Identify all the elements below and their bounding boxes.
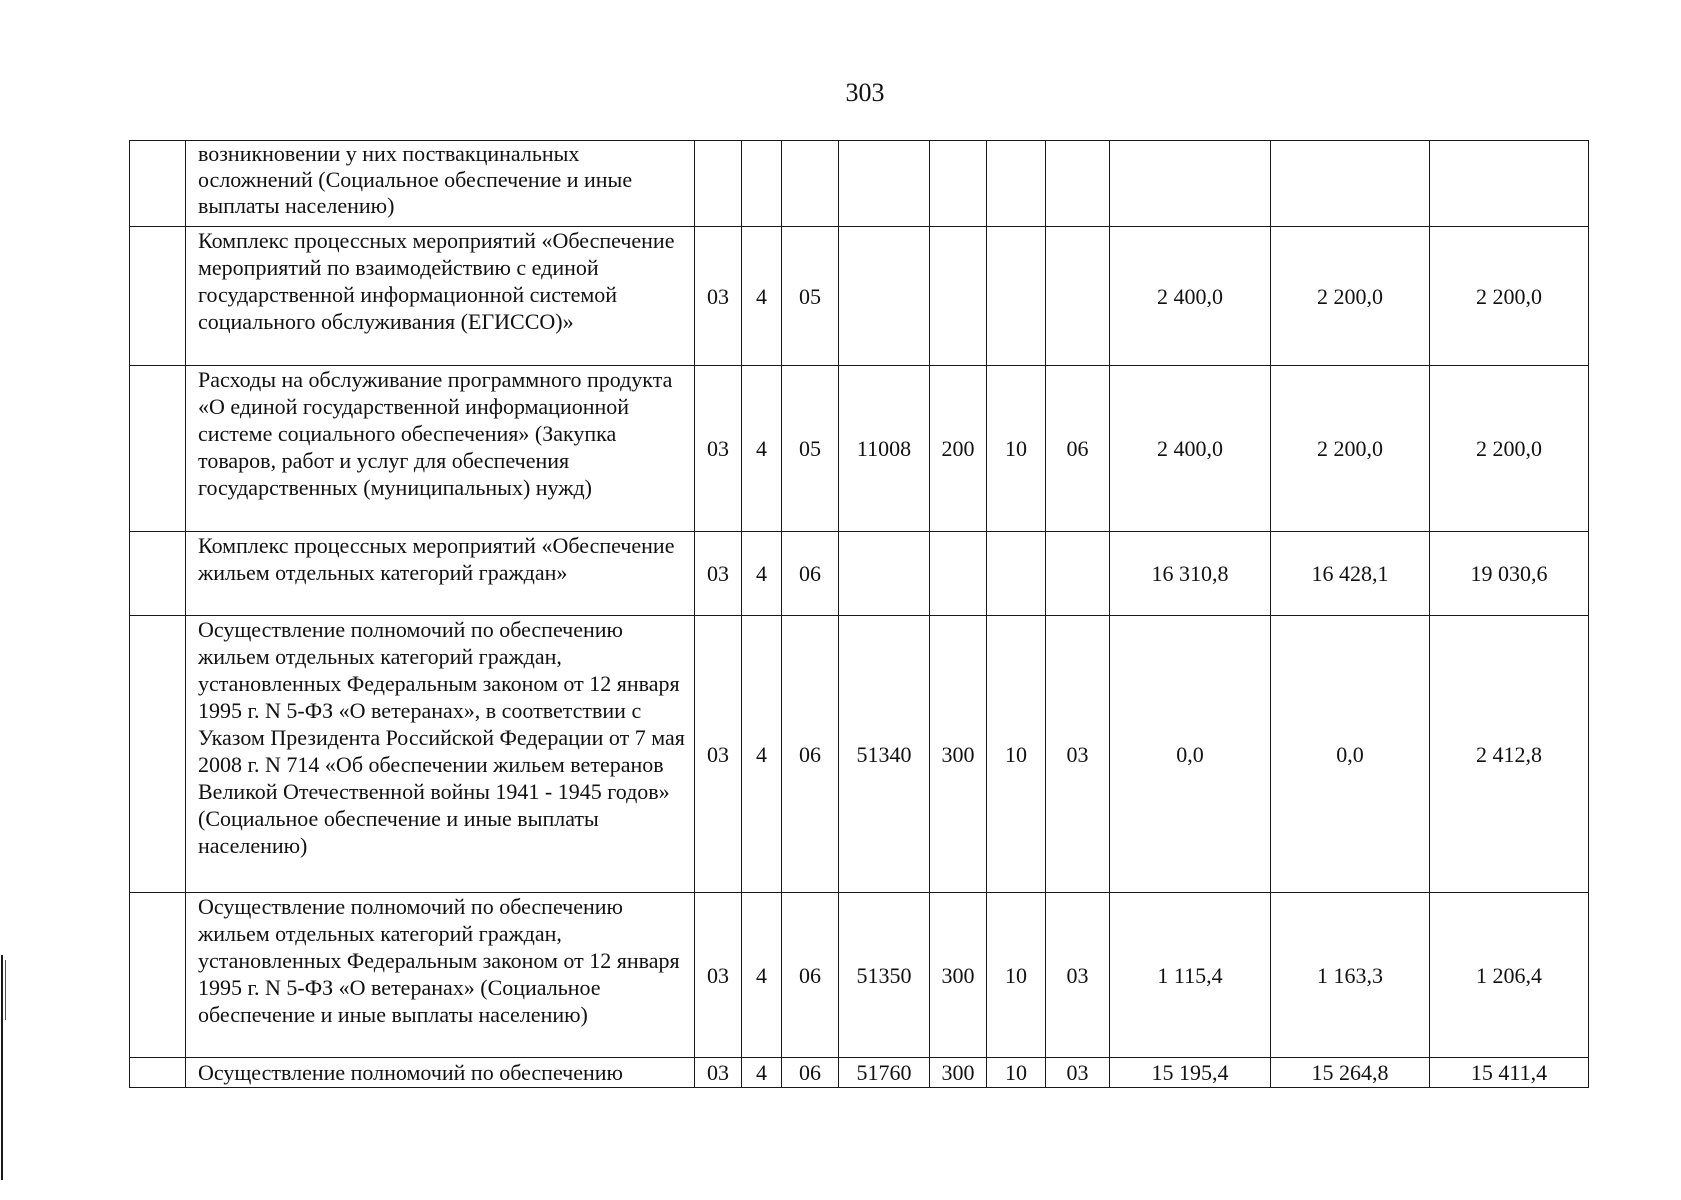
code-structure-cell: 06 [782,616,839,893]
code-subprogram-cell: 4 [742,532,782,616]
code-expense-type-cell [930,532,987,616]
row-number-cell [130,366,186,532]
code-section-cell: 10 [987,616,1046,893]
code-gp-cell: 03 [695,532,742,616]
code-subprogram-cell: 4 [742,893,782,1058]
amount-year-2-cell: 0,0 [1271,616,1430,893]
code-subsection-cell [1046,227,1110,366]
code-expense-type-cell: 300 [930,616,987,893]
row-number-cell [130,227,186,366]
code-expense-type-cell [930,227,987,366]
code-subprogram-cell: 4 [742,616,782,893]
amount-year-1-cell: 2 400,0 [1110,227,1271,366]
amount-year-2-cell: 16 428,1 [1271,532,1430,616]
table-row [130,532,1589,616]
amount-year-2-cell: 2 200,0 [1271,227,1430,366]
code-structure-cell: 05 [782,366,839,532]
amount-year-3-cell: 19 030,6 [1430,532,1589,616]
code-gp-cell [695,141,742,227]
amount-year-1-cell: 1 115,4 [1110,893,1271,1058]
amount-year-2-cell: 2 200,0 [1271,366,1430,532]
code-structure-cell: 05 [782,227,839,366]
row-number-cell [130,616,186,893]
code-section-cell [987,141,1046,227]
code-subsection-cell: 03 [1046,616,1110,893]
code-structure-cell: 06 [782,893,839,1058]
amount-year-1-cell: 15 195,4 [1110,1058,1271,1088]
code-subprogram-cell: 4 [742,227,782,366]
table-row [130,893,1589,1058]
row-number-cell [130,893,186,1058]
margin-mark [1,955,3,1180]
code-section-cell: 10 [987,1058,1046,1088]
row-number-cell [130,1058,186,1088]
code-direction-cell: 11008 [839,366,930,532]
code-direction-cell [839,141,930,227]
code-subsection-cell: 03 [1046,1058,1110,1088]
code-expense-type-cell: 300 [930,1058,987,1088]
code-expense-type-cell: 200 [930,366,987,532]
code-gp-cell: 03 [695,893,742,1058]
amount-year-2-cell [1271,141,1430,227]
code-section-cell: 10 [987,366,1046,532]
amount-year-3-cell: 15 411,4 [1430,1058,1589,1088]
description-cell: Осуществление полномочий по обеспечению жильем отдельных категорий граждан, установленных Федеральным законом от 12 января 1995 г. N 5-ФЗ «О ветеранах», в соответствии с Указом Президента Российской Федерации от 7 мая 2008 г. N 714 «Об обеспечении жильем ветеранов Великой Отечественной войны 1941 - 1945 годов» (Социальное обеспечение и иные выплаты населению) [186,616,695,893]
code-subsection-cell [1046,141,1110,227]
code-direction-cell: 51340 [839,616,930,893]
code-structure-cell [782,141,839,227]
amount-year-3-cell: 2 200,0 [1430,227,1589,366]
table-body [130,141,1589,1088]
code-subsection-cell [1046,532,1110,616]
amount-year-1-cell [1110,141,1271,227]
code-section-cell [987,532,1046,616]
row-number-cell [130,532,186,616]
code-expense-type-cell: 300 [930,893,987,1058]
description-cell: возникновении у них поствакцинальных осложнений (Социальное обеспечение и иные выплаты населению) [186,141,695,227]
code-section-cell: 10 [987,893,1046,1058]
description-cell: Комплекс процессных мероприятий «Обеспечение мероприятий по взаимодействию с единой государственной информационной системой социального обслуживания (ЕГИССО)» [186,227,695,366]
table-row [130,141,1589,227]
amount-year-1-cell: 0,0 [1110,616,1271,893]
code-gp-cell: 03 [695,366,742,532]
code-direction-cell [839,532,930,616]
amount-year-2-cell: 15 264,8 [1271,1058,1430,1088]
table-row [130,1058,1589,1088]
amount-year-1-cell: 16 310,8 [1110,532,1271,616]
code-direction-cell [839,227,930,366]
description-cell: Осуществление полномочий по обеспечению жильем отдельных категорий граждан, установленных Федеральным законом от 12 января 1995 г. N 5-ФЗ «О ветеранах» (Социальное обеспечение и иные выплаты населению) [186,893,695,1058]
code-direction-cell: 51760 [839,1058,930,1088]
amount-year-2-cell: 1 163,3 [1271,893,1430,1058]
table-row [130,616,1589,893]
code-subprogram-cell: 4 [742,1058,782,1088]
code-subprogram-cell: 4 [742,366,782,532]
code-gp-cell: 03 [695,227,742,366]
description-cell: Расходы на обслуживание программного продукта «О единой государственной информационной системе социального обеспечения» (Закупка товаров, работ и услуг для обеспечения государственных (муниципальных) нужд) [186,366,695,532]
description-cell: Комплекс процессных мероприятий «Обеспечение жильем отдельных категорий граждан» [186,532,695,616]
amount-year-3-cell [1430,141,1589,227]
amount-year-3-cell: 1 206,4 [1430,893,1589,1058]
code-gp-cell: 03 [695,616,742,893]
code-section-cell [987,227,1046,366]
amount-year-3-cell: 2 200,0 [1430,366,1589,532]
description-cell: Осуществление полномочий по обеспечению [186,1058,695,1088]
amount-year-1-cell: 2 400,0 [1110,366,1271,532]
code-subsection-cell: 03 [1046,893,1110,1058]
code-direction-cell: 51350 [839,893,930,1058]
row-number-cell [130,141,186,227]
amount-year-3-cell: 2 412,8 [1430,616,1589,893]
code-gp-cell: 03 [695,1058,742,1088]
code-structure-cell: 06 [782,532,839,616]
table-row [130,366,1589,532]
code-subprogram-cell [742,141,782,227]
code-subsection-cell: 06 [1046,366,1110,532]
page-number: 303 [845,78,885,107]
table-row [130,227,1589,366]
code-structure-cell: 06 [782,1058,839,1088]
budget-table [129,140,1589,1088]
code-expense-type-cell [930,141,987,227]
margin-mark [5,960,6,1020]
